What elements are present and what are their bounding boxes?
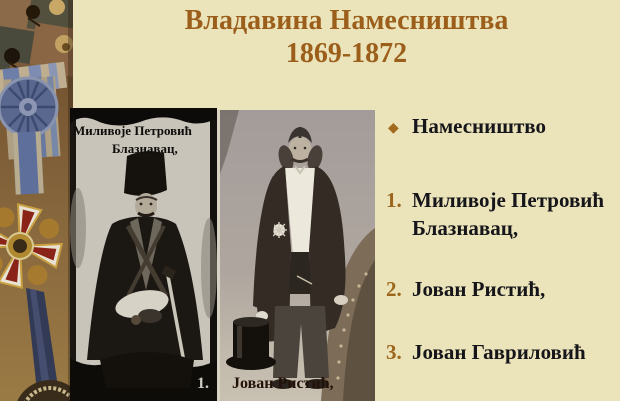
slide-title-line1: Владавина Намесништва — [184, 5, 509, 36]
photo-ristic — [217, 110, 375, 401]
blaznavac-caption-line2: Блазнавац, — [112, 141, 178, 156]
slide-title-line2: 1869-1872 — [285, 38, 408, 69]
medals-illustration — [0, 0, 73, 401]
list-item-ristic — [384, 275, 612, 303]
ristic-caption-name: Јован Ристић, — [232, 375, 334, 392]
list-item-number: 2. — [386, 277, 402, 301]
list-item-number: 1. — [386, 188, 402, 212]
ristic-illustration — [217, 110, 375, 401]
list-item-label: Јован Ристић, — [412, 277, 546, 301]
list-item-regency — [384, 112, 612, 140]
list-item-number: 3. — [386, 340, 402, 364]
diamond-bullet-icon: ◆ — [388, 121, 399, 136]
list-item-label: Јован Гавриловић — [412, 340, 586, 364]
list-item-label: Намесништво — [412, 114, 546, 138]
ristic-caption-number: 1. — [197, 375, 209, 392]
list-item-label: Миливоје Петровић Блазнавац, — [412, 188, 605, 240]
ribbon-tail — [13, 131, 44, 194]
photo-blaznavac — [70, 108, 217, 401]
blaznavac-caption-line1: Миливоје Петровић — [73, 123, 192, 138]
rosette — [0, 78, 57, 136]
list-item-blaznavac — [384, 186, 612, 242]
slide-title — [73, 4, 620, 70]
top-hat — [226, 317, 276, 370]
medals-strip-image — [0, 0, 73, 401]
list-item-gavrilovic — [384, 338, 612, 366]
